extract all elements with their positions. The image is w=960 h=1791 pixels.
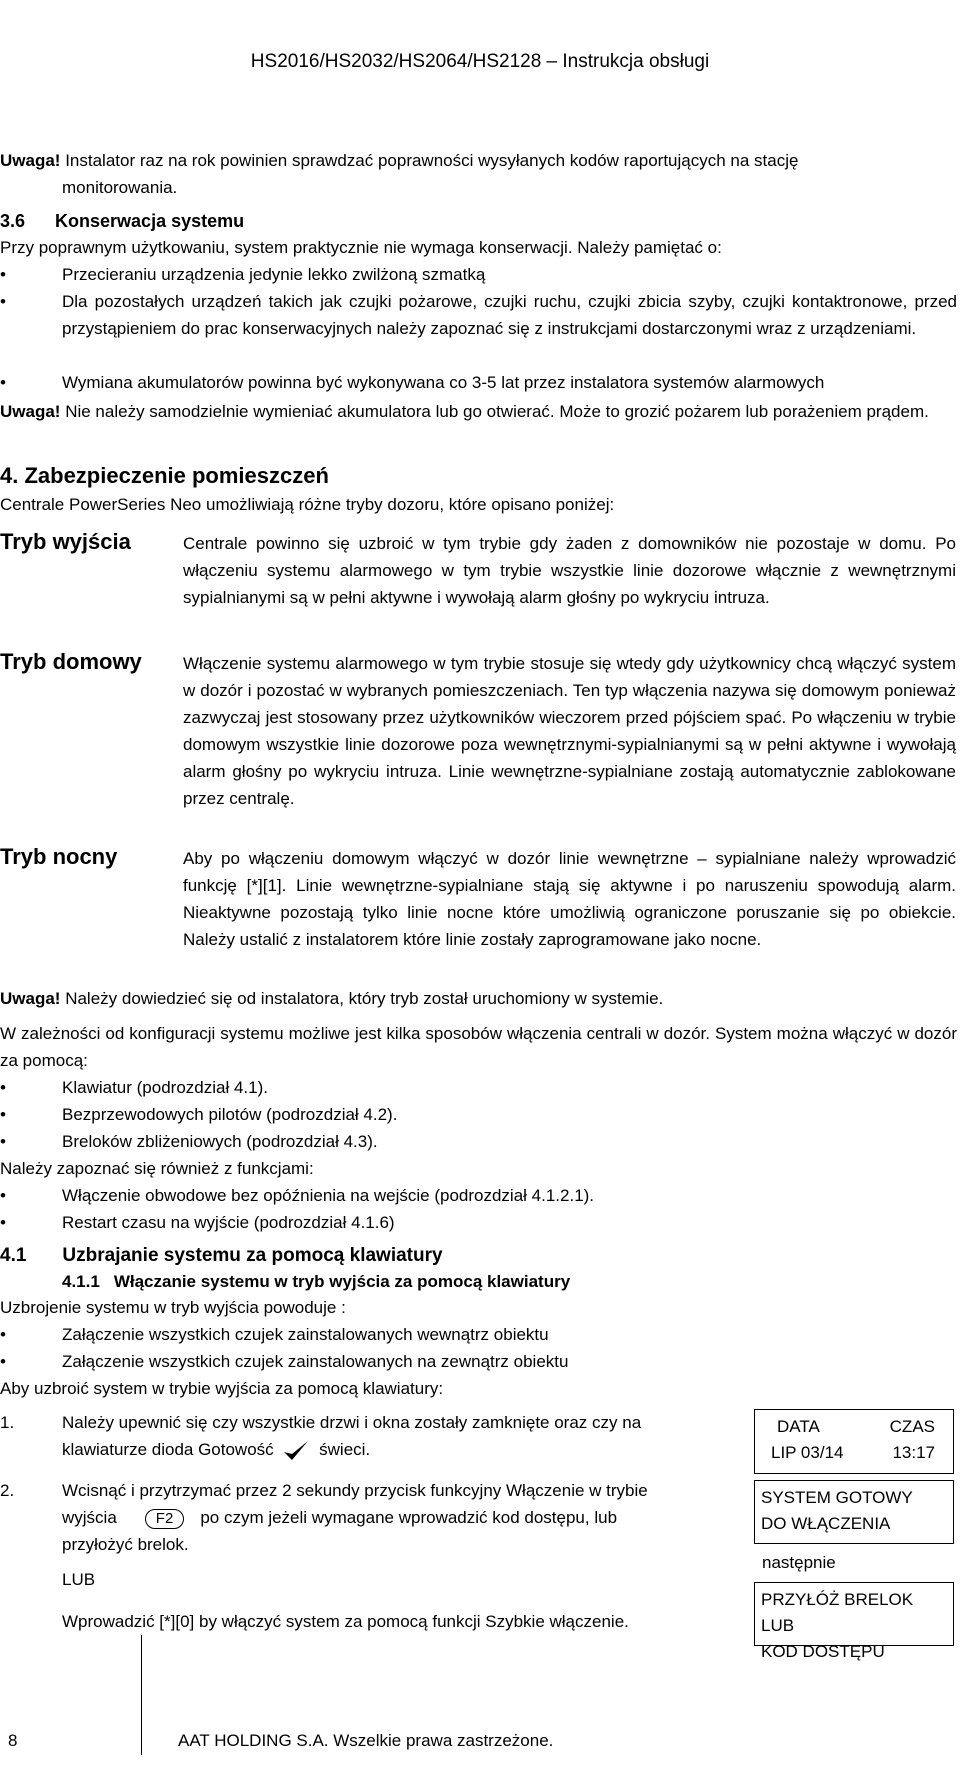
- lcd-display-date-time: DATA CZAS LIP 03/14 13:17: [754, 1409, 954, 1474]
- step-2-line-3: przyłożyć brelok.: [62, 1535, 189, 1554]
- alt-method: Wprowadzić [*][0] by włączyć system za pomocą funkcji Szybkie włączenie.: [62, 1612, 629, 1631]
- note-1-cont: monitorowania.: [62, 178, 178, 197]
- note-3: Uwaga! Należy dowiedzieć się od instalatora, który tryb został uruchomiony w systemie.: [0, 989, 664, 1008]
- section-3-6-heading: 3.6 Konserwacja systemu: [0, 211, 245, 231]
- step-2-line-2: wyjścia F2 po czym jeżeli wymagane wprowadzić kod dostępu, lub: [62, 1508, 618, 1527]
- lcd-display-system-ready: SYSTEM GOTOWY DO WŁĄCZENIA: [754, 1480, 954, 1544]
- step-1-num: 1.: [0, 1413, 15, 1432]
- config-text: W zależności od konfiguracji systemu możliwe jest kilka sposobów włączenia centrali w dozór. System można włączyć w dozór za pomocą:: [0, 1024, 957, 1070]
- list-item: Załączenie wszystkich czujek zainstalowanych wewnątrz obiektu: [62, 1325, 549, 1344]
- list-item: Klawiatur (podrozdział 4.1).: [62, 1078, 268, 1097]
- lcd-display-prompt: PRZYŁÓŻ BRELOK LUB KOD DOSTĘPU: [754, 1582, 954, 1646]
- step-1-line-1: Należy upewnić się czy wszystkie drzwi i okna zostały zamknięte oraz czy na: [62, 1413, 642, 1432]
- bullet-icon: •: [0, 1352, 6, 1371]
- bullet-icon: •: [0, 1325, 6, 1344]
- list-item: Bezprzewodowych pilotów (podrozdział 4.2).: [62, 1105, 398, 1124]
- list-item: Dla pozostałych urządzeń takich jak czujki pożarowe, czujki ruchu, czujki zbicia szyby, czujki kontaktronowe, przed przystąpieniem do prac konserwacyjnych należy zapoznać się z instrukcjami dostarczonymi wraz z urządzeniami.: [62, 292, 957, 338]
- ready-checkmark-icon: [282, 1439, 310, 1463]
- list-item: Restart czasu na wyjście (podrozdział 4.1.6): [62, 1213, 395, 1232]
- page-number: 8: [8, 1731, 18, 1750]
- note-2: Uwaga! Nie należy samodzielnie wymieniać akumulatora lub go otwierać. Może to grozić pożarem lub porażeniem prądem.: [0, 402, 929, 421]
- howto-text: Aby uzbroić system w trybie wyjścia za pomocą klawiatury:: [0, 1379, 444, 1398]
- mode-name-night: Tryb nocny: [0, 844, 118, 869]
- list-item: Załączenie wszystkich czujek zainstalowanych na zewnątrz obiektu: [62, 1352, 569, 1371]
- arm-intro: Uzbrojenie systemu w tryb wyjścia powoduje :: [0, 1298, 346, 1317]
- note-1: Uwaga! Instalator raz na rok powinien sprawdzać poprawności wysyłanych kodów raportujących na stację: [0, 151, 799, 170]
- step-2-line-1: Wcisnąć i przytrzymać przez 2 sekundy przycisk funkcyjny Włączenie w trybie: [62, 1481, 648, 1500]
- bullet-icon: •: [0, 292, 6, 311]
- mode-name-exit: Tryb wyjścia: [0, 529, 131, 554]
- step-1-line-2: klawiaturze dioda Gotowość świeci.: [62, 1436, 742, 1463]
- list-item: Włączenie obwodowe bez opóźnienia na wejście (podrozdział 4.1.2.1).: [62, 1186, 595, 1205]
- f2-key: F2: [145, 1509, 185, 1529]
- step-2-num: 2.: [0, 1481, 15, 1500]
- list-item: Przecieraniu urządzenia jedynie lekko zwilżoną szmatką: [62, 265, 486, 284]
- next-label: następnie: [762, 1553, 836, 1572]
- mode-desc-night: Aby po włączeniu domowym włączyć w dozór linie wewnętrzne – sypialniane należy wprowadzić funkcję [*][1]. Linie wewnętrzne-sypialniane stają się aktywne i po naruszeniu spowodują alarm. Nieaktywne pozostają tylko linie nocne które umożliwią ograniczone poruszanie się po obiekcie. Należy ustalić z instalatorem które linie zostały zaprogramowane jako nocne.: [183, 849, 956, 949]
- page-header: HS2016/HS2032/HS2064/HS2128 – Instrukcja obsługi: [250, 51, 710, 72]
- bullet-icon: •: [0, 1186, 6, 1205]
- section-4-intro: Centrale PowerSeries Neo umożliwiają różne tryby dozoru, które opisano poniżej:: [0, 495, 615, 514]
- footer-copyright: AAT HOLDING S.A. Wszelkie prawa zastrzeżone.: [178, 1731, 554, 1750]
- mode-desc-exit: Centrale powinno się uzbroić w tym trybie gdy żaden z domowników nie pozostaje w domu. Po włączeniu systemu alarmowego w tym trybie wszystkie linie dozorowe włącznie z wewnętrznymi sypialnianymi są w pełni aktywne i wywołają alarm głośny po wykryciu intruza.: [183, 534, 956, 607]
- bullet-icon: •: [0, 1078, 6, 1097]
- section-4-heading: 4. Zabezpieczenie pomieszczeń: [0, 463, 329, 488]
- list-item: Breloków zbliżeniowych (podrozdział 4.3).: [62, 1132, 378, 1151]
- bullet-icon: •: [0, 1105, 6, 1124]
- section-4-1-heading: 4.1 Uzbrajanie systemu za pomocą klawiatury: [0, 1245, 443, 1266]
- maintenance-intro: Przy poprawnym użytkowaniu, system praktycznie nie wymaga konserwacji. Należy pamiętać o:: [0, 238, 722, 257]
- or-label: LUB: [62, 1570, 96, 1589]
- mode-desc-home: Włączenie systemu alarmowego w tym trybie stosuje się wtedy gdy użytkownicy chcą włączyć system w dozór i pozostać w wybranych pomieszczeniach. Ten typ włączenia nazywa się domowym ponieważ zazwyczaj jest stosowany przez użytkowników wieczorem przed pójściem spać. Po włączeniu w trybie domowym wszystkie linie dozorowe poza wewnętrznymi-sypialnianymi są w pełni aktywne i wywołają alarm głośny po wykryciu intruza. Linie wewnętrzne-sypialniane zostają automatycznie zablokowane przez centralę.: [183, 654, 956, 808]
- section-4-1-1-heading: 4.1.1 Włączanie systemu w tryb wyjścia za pomocą klawiatury: [62, 1272, 571, 1291]
- list-item: Wymiana akumulatorów powinna być wykonywana co 3-5 lat przez instalatora systemów alarmowych: [62, 373, 825, 392]
- bullet-icon: •: [0, 1132, 6, 1151]
- bullet-icon: •: [0, 1213, 6, 1232]
- footer-divider: [141, 1635, 142, 1755]
- bullet-icon: •: [0, 373, 6, 392]
- functions-intro: Należy zapoznać się również z funkcjami:: [0, 1159, 314, 1178]
- bullet-icon: •: [0, 265, 6, 284]
- mode-name-home: Tryb domowy: [0, 649, 142, 674]
